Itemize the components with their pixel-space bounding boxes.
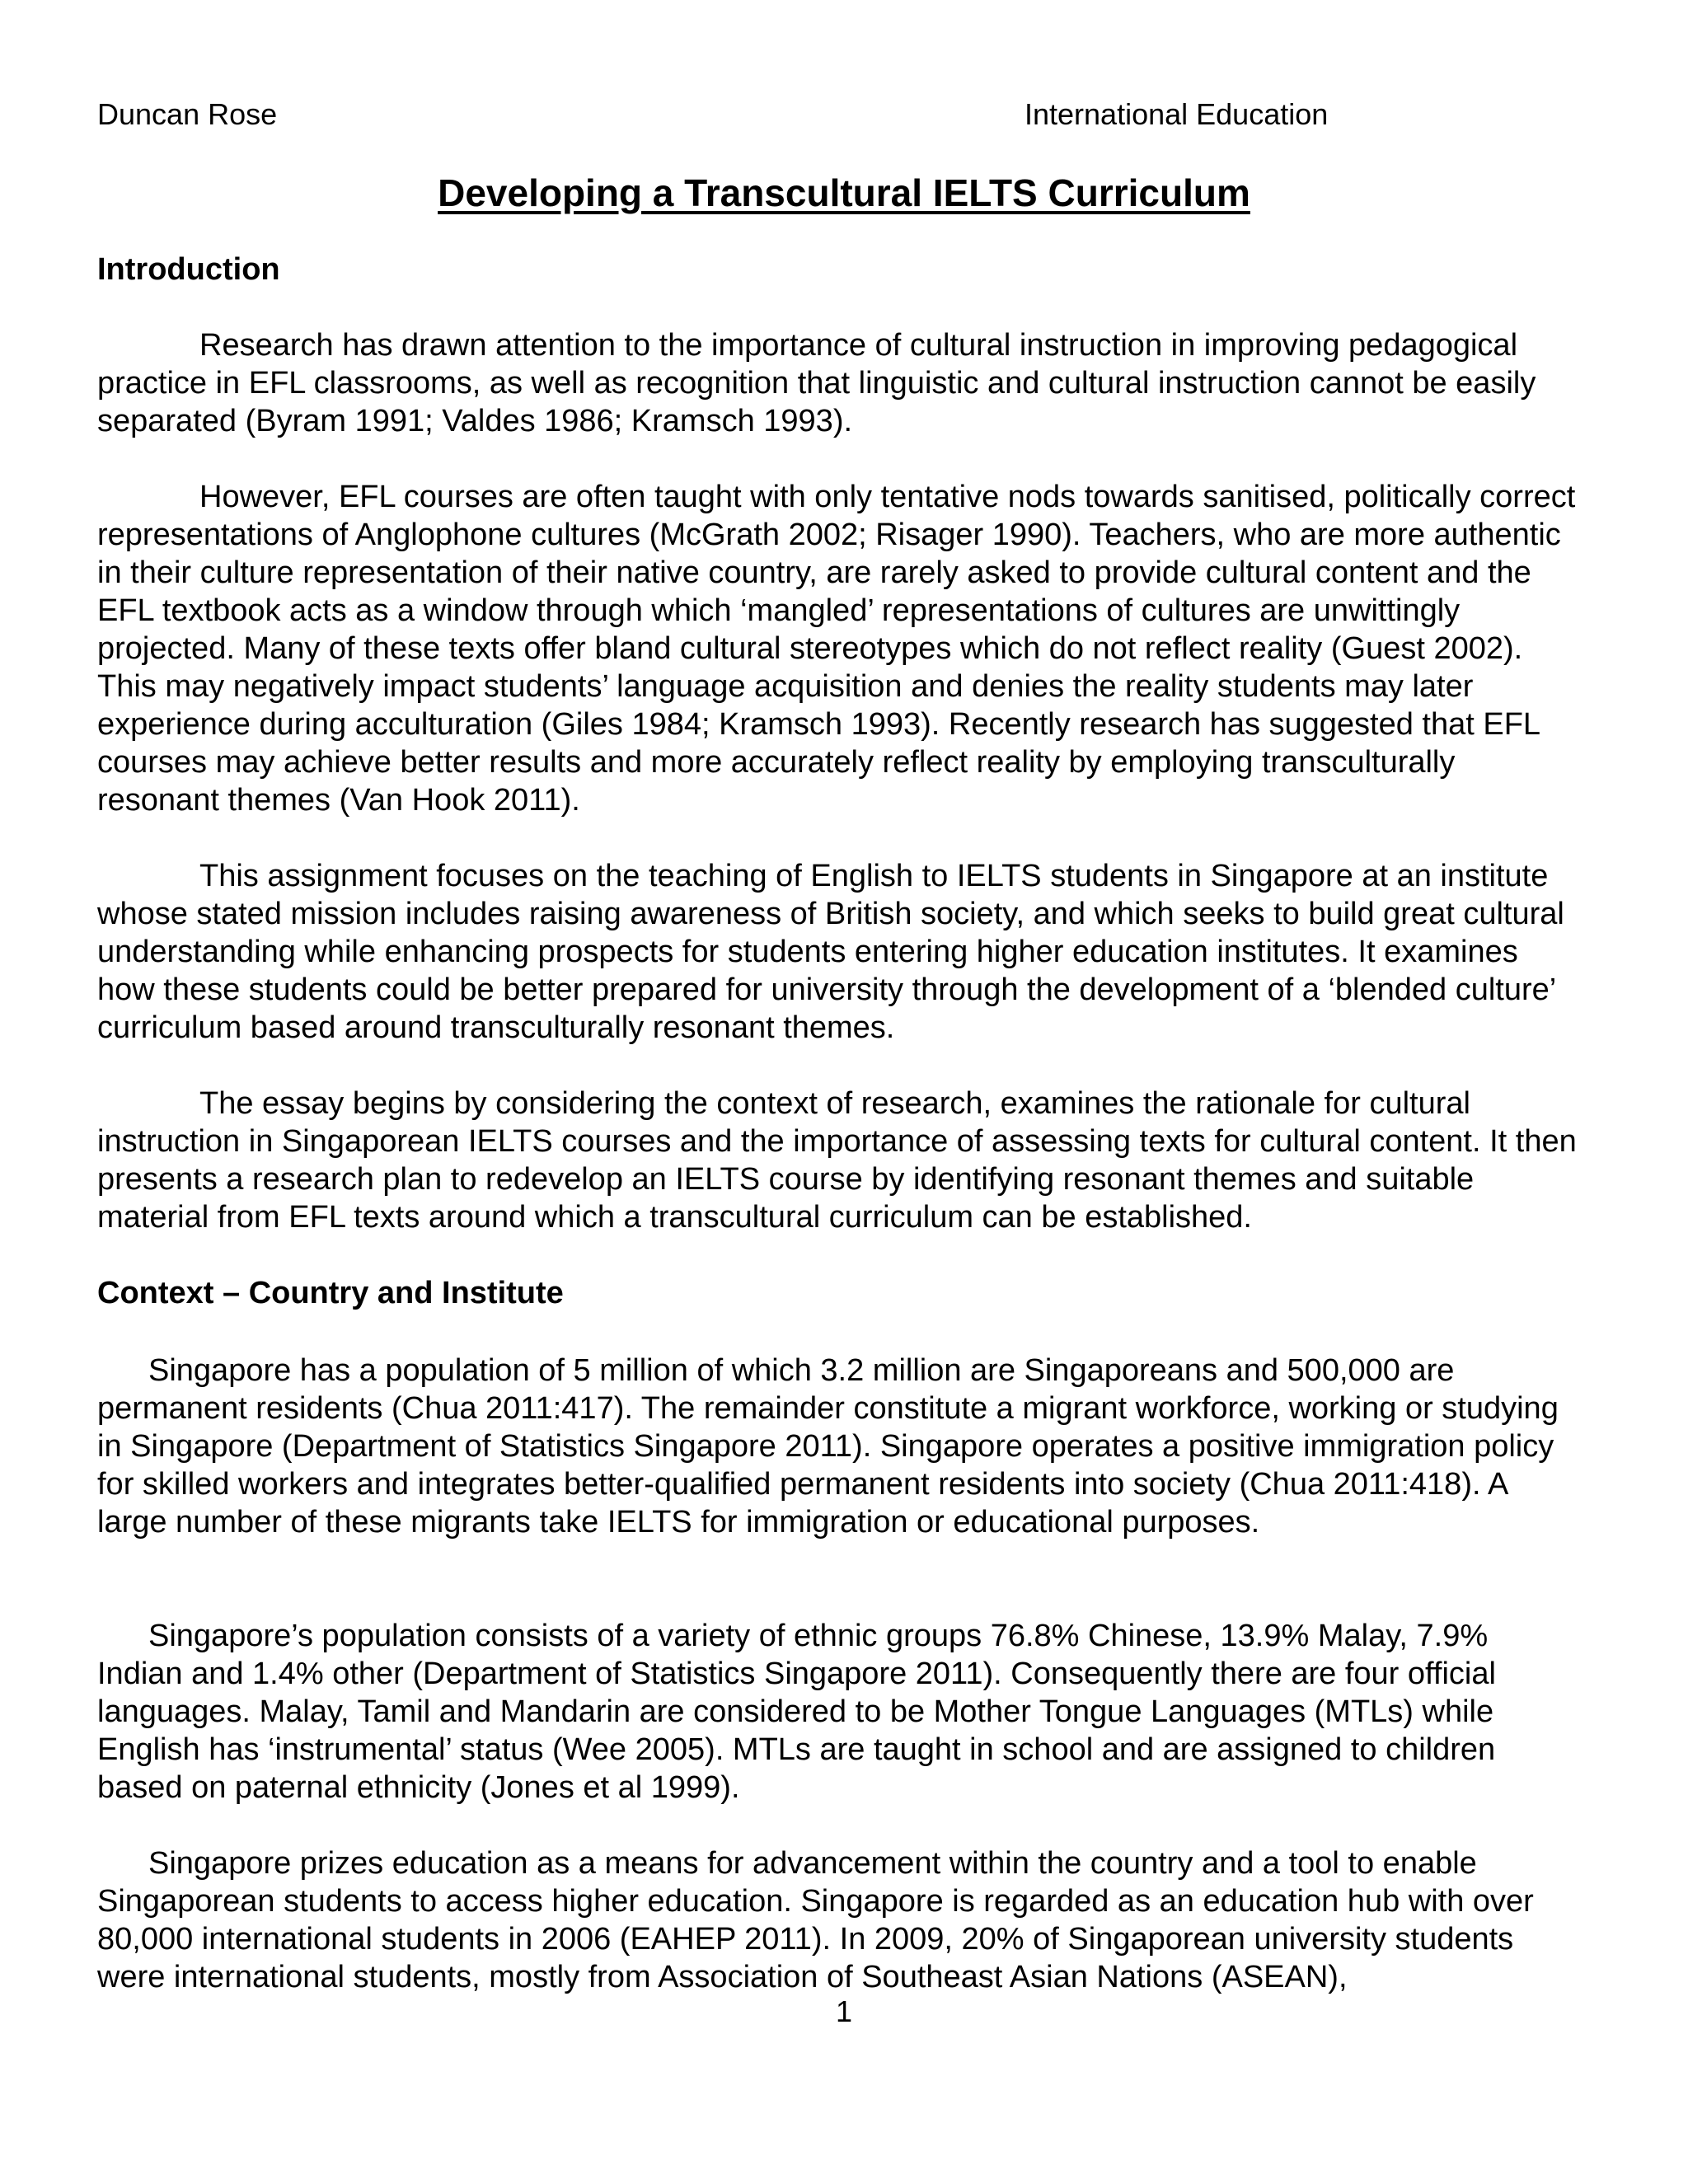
paragraph-intro-3: This assignment focuses on the teaching of English to IELTS students in Singapore at an institute whose stated mission includes raising awareness of British society, and which seeks to build great cultural understanding while enhancing prospects for students entering higher education institutes. It examines how these students could be better prepared for university through the development of a ‘blended culture’ curriculum based around transculturally resonant themes. <box>97 859 1564 1045</box>
paragraph-context-3: Singapore prizes education as a means for advancement within the country and a tool to enable Singaporean students to access higher education. Singapore is regarded as an education hub with over 80,000 international students in 2006 (EAHEP 2011). In 2009, 20% of Singaporean university students were international students, mostly from Association of Southeast Asian Nations (ASEAN), <box>97 1846 1534 1994</box>
header-author: Duncan Rose <box>97 97 278 131</box>
section-heading-context: Context – Country and Institute <box>97 1276 564 1310</box>
paragraph-intro-4: The essay begins by considering the context of research, examines the rationale for cultural instruction in Singaporean IELTS courses and the importance of assessing texts for cultural content. It then presents a research plan to redevelop an IELTS course by identifying resonant themes and suitable material from EFL texts around which a transcultural curriculum can be established. <box>97 1086 1577 1235</box>
paragraph-intro-2: However, EFL courses are often taught with only tentative nods towards sanitised, politically correct representations of Anglophone cultures (McGrath 2002; Risager 1990). Teachers, who are more authentic in their culture representation of their native country, are rarely asked to provide cultural content and the EFL textbook acts as a window through which ‘mangled’ representations of cultures are unwittingly projected. Many of these texts offer bland cultural stereotypes which do not reflect reality (Guest 2002). This may negatively impact students’ language acquisition and denies the reality students may later experience during acculturation (Giles 1984; Kramsch 1993). Recently research has suggested that EFL courses may achieve better results and more accurately reflect reality by employing transculturally resonant themes (Van Hook 2011). <box>97 480 1576 818</box>
header-course: International Education <box>1025 97 1329 131</box>
paragraph-context-1: Singapore has a population of 5 million of which 3.2 million are Singaporeans and 500,000 are permanent residents (Chua 2011:417). The remainder constitute a migrant workforce, working or studying in Singapore (Department of Statistics Singapore 2011). Singapore operates a positive immigration policy for skilled workers and integrates better-qualified permanent residents into society (Chua 2011:418). A large number of these migrants take IELTS for immigration or educational purposes. <box>97 1353 1559 1540</box>
page-number: 1 <box>835 1994 853 2028</box>
paragraph-intro-1: Research has drawn attention to the importance of cultural instruction in improving pedagogical practice in EFL classrooms, as well as recognition that linguistic and cultural instruction cannot be easily separated (Byram 1991; Valdes 1986; Kramsch 1993). <box>97 328 1536 438</box>
document-title: Developing a Transcultural IELTS Curriculum <box>438 171 1250 214</box>
paragraph-context-2: Singapore’s population consists of a variety of ethnic groups 76.8% Chinese, 13.9% Malay, 7.9% Indian and 1.4% other (Department of Statistics Singapore 2011). Consequently there are four official languages. Malay, Tamil and Mandarin are considered to be Mother Tongue Languages (MTLs) while English has ‘instrumental’ status (Wee 2005). MTLs are taught in school and are assigned to children based on paternal ethnicity (Jones et al 1999). <box>97 1619 1496 1805</box>
section-heading-introduction: Introduction <box>97 252 280 287</box>
